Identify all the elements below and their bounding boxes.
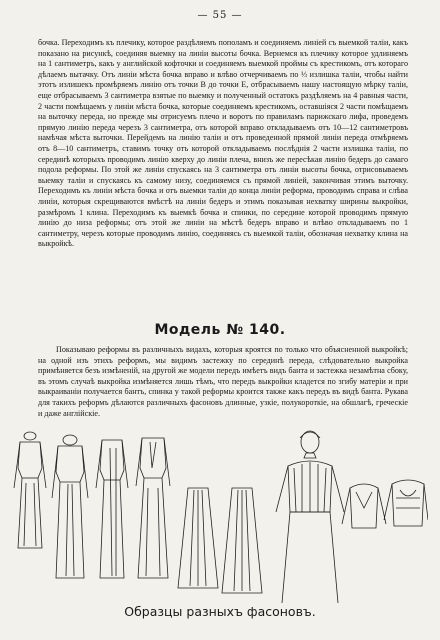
body-paragraph-1: бочка. Переходимъ къ плечику, которое раздѣляемъ пополамъ и соединяемъ линiей съ выемкой талiи, какъ показано на рисункѣ, соединяя выемку на линiи высоты бочка. Вернемся къ плечику которое удлиняемъ на 1 сантиметръ, какъ у английской кофточки и соединяемъ выемкой проймы съ крестикомъ, отъ котораго дѣлаемъ вытачку. Отъ линiи мѣста бочка вправо и влѣво отчерчиваемъ по ⅓ излишка талiи, чтобы найти этотъ излишекъ промѣряемъ линiю отъ точки В до точки Е, отбрасываемъ нашу настоящую мѣрку талiи, еще отбрасываемъ 3 сантиметра взятые по выемку и полученный остатокъ раздѣляемъ на 4 равныя части, 2 части помѣщаемъ у линiи мѣста бочка, которые соединяемъ крестикомъ, оставшiяся 2 части помѣщаемъ на выточку переда, но прежде мы отрисуемъ плечо и воротъ по правиламъ парижскаго лифа, проведемъ прямую линiю переда черезъ 3 сантиметра, отъ которой вправо откладываемъ отъ 10—12 сантиметровъ намѣчая мѣста выточки. Перейдемъ на линiю талiи и отъ проведенной прямой линiи переда отмѣряемъ отъ 8—10 сантиметръ, ставимъ точку отъ которой откладываемъ послѣднiя 2 части излишка талiи, по серединѣ которыхъ проводимъ линiю кверху до линiи плеча, внизъ же пересѣкая линiю бедеръ до самаго подола реформы. По этой же линiи спускаясь на 3 сантиметра отъ линiи высоты бочка, отрисовываемъ выемку талiи и спускаясь къ самому низу, соединяемся съ прямой линiей, закончивая этимъ выточку. Переходимъ къ линiи мѣста бочка и отъ выемки талiи до конца линiи реформа, проводимъ справа и слѣва линiи, которыя скрещиваются вмѣстѣ на линiи бедеръ и этимъ показывая нехватку ширины выкройки, размѣромъ 1 клина. Переходимъ къ выемкѣ бочка и спинки, по середине которой проводимъ прямую линiю до низа реформы; отъ этой же линiи на мѣстѣ бедеръ вправо и влѣво откладываемъ по 1 сантиметру, черезъ которые проводимъ линiю, соединяясь съ выемкой талiи, обозначая нехватку клина на выкройкѣ. <box>38 38 408 249</box>
fashion-illustrations <box>12 428 428 603</box>
skirt-illustration-2 <box>222 488 262 593</box>
model-heading: Модель № 140. <box>154 322 286 338</box>
bodice-illustration-1 <box>342 484 386 528</box>
dress-illustration-4 <box>136 438 170 578</box>
dress-illustration-2 <box>52 435 88 578</box>
skirt-illustration-1 <box>178 488 218 588</box>
page-number: — 55 — <box>197 10 243 21</box>
illustrations-caption: Образцы разныхъ фасоновъ. <box>124 604 316 619</box>
bodice-illustration-2 <box>384 480 428 526</box>
dress-illustration-3 <box>96 440 128 578</box>
dress-illustration-1 <box>14 432 46 548</box>
woman-blouse-illustration <box>276 431 344 603</box>
body-paragraph-2: Показываю реформы въ различныхъ видахъ, которыя кроятся по только что объясненной выкройкѣ; на одной изъ этихъ реформъ, мы видимъ застежку по серединѣ переда, слѣдовательно выкройка примѣняется безъ измѣненiй, на другой же модели передъ имѣетъ видъ банта и застежка незамѣтна сбоку, въ этомъ случаѣ выкройка измѣняется лишь тѣмъ, что передъ выкройки кладется по згибу матерiи и при выкраиванiи получается бантъ, спинка у такой реформы кроится также какъ передъ въ видѣ банта. Рукава для такихъ реформъ дѣлаются различныхъ фасоновъ длинные, узкiе, полукороткiе, на обшлагѣ, греческiе и даже англiйскiе. <box>38 345 408 418</box>
